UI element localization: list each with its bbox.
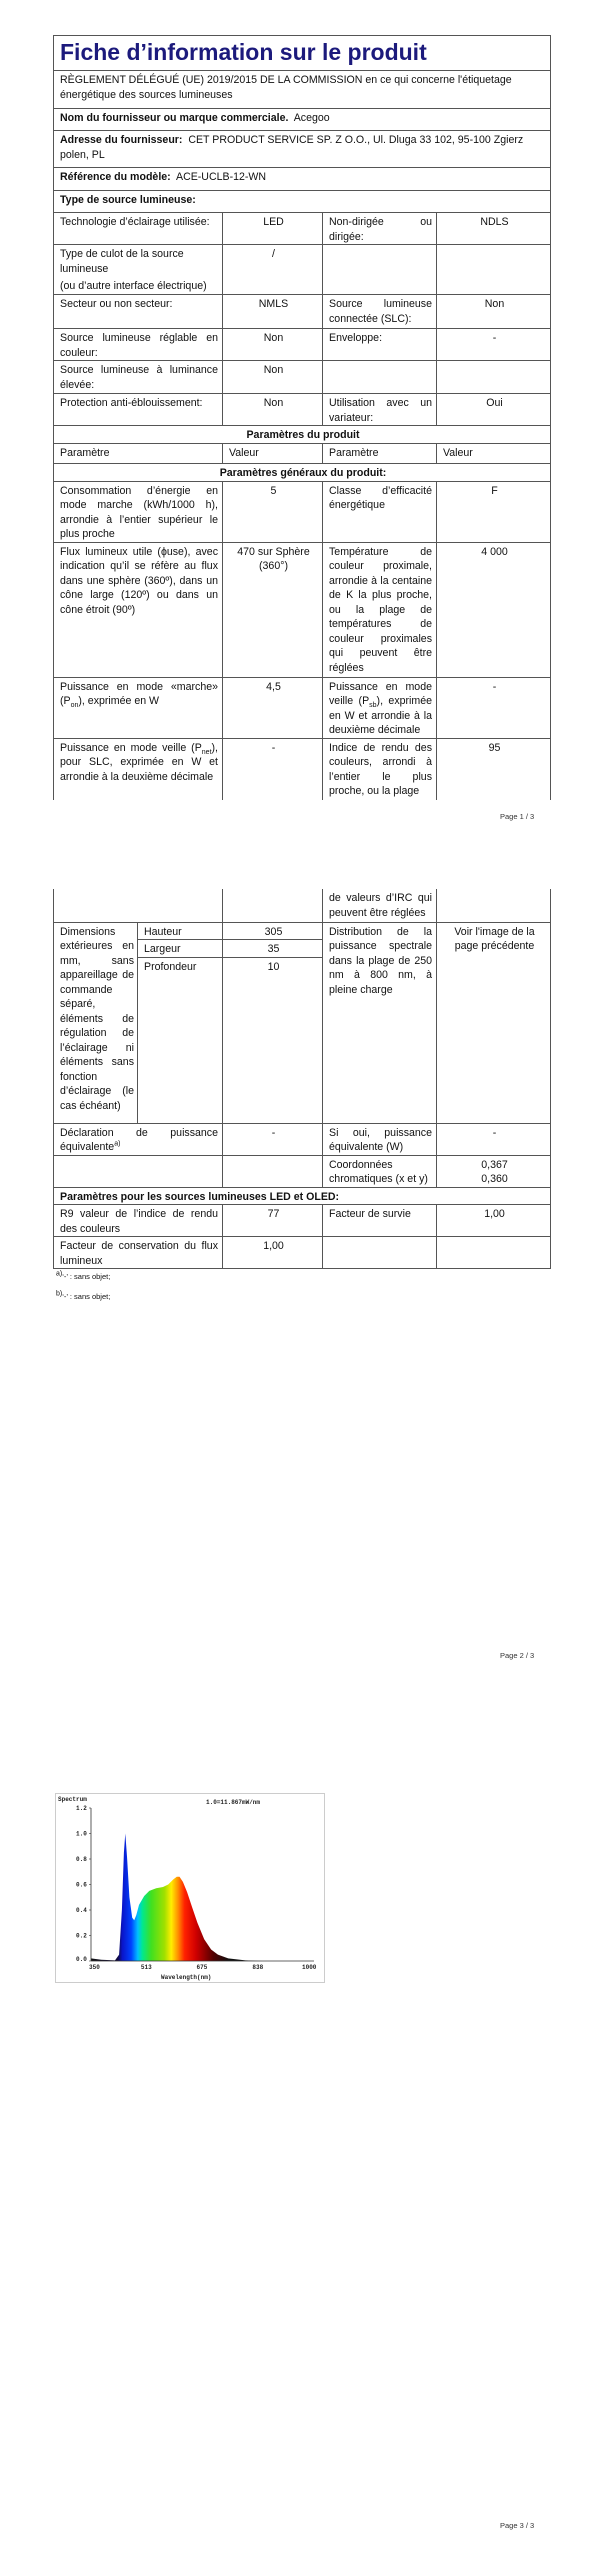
address-row <box>54 131 551 168</box>
model-value: ACE-UCLB-12-WN <box>176 171 267 183</box>
param-label <box>54 738 223 800</box>
param-value: Oui <box>437 394 551 426</box>
general-params-heading: Paramètres généraux du produit: <box>54 464 551 482</box>
table-row <box>54 213 551 245</box>
param-label <box>54 245 223 295</box>
param-value: - <box>223 1123 323 1155</box>
param-label: Facteur de conservation du flux lumineux <box>54 1237 223 1269</box>
table-row <box>54 394 551 426</box>
x-tick-label: 513 <box>140 1964 152 1971</box>
param-value: 4 000 <box>437 542 551 677</box>
column-header-param: Paramètre <box>54 444 223 464</box>
param-label: de valeurs d’IRC qui peuvent être réglées <box>323 889 437 922</box>
page-number: Page 3 / 3 <box>500 2521 535 2530</box>
chroma-x: 0,367 <box>481 1158 508 1171</box>
param-value: 1,00 <box>437 1205 551 1237</box>
param-label: Protection anti-éblouissement: <box>54 394 223 426</box>
param-label: Secteur ou non secteur: <box>54 295 223 329</box>
x-tick-label: 838 <box>252 1964 264 1971</box>
param-label <box>323 245 437 295</box>
param-label: Flux lumineux utile (ϕuse), avec indication qu’il se réfère au flux dans une sphère (360º), dans un cône large (120º) ou dans un cône étroit (90º) <box>54 542 223 677</box>
param-value: Non <box>437 295 551 329</box>
param-value: F <box>437 481 551 542</box>
label-text: ), exprimée en W <box>78 695 160 707</box>
param-label: Consommation d’énergie en mode marche (kWh/1000 h), arrondie à l’entier supérieur le plus proche <box>54 481 223 542</box>
label-subscript: on <box>70 702 79 710</box>
y-tick-label: 0.4 <box>76 1907 87 1914</box>
table-row <box>54 1205 551 1237</box>
param-label: Classe d’efficacité énergétique <box>323 481 437 542</box>
y-tick-label: 1.0 <box>76 1830 87 1838</box>
dimensions-label: Dimensions extérieures en mm, sans appareillage de commande séparé, éléments de régulation de l’éclairage ni éléments sans fonction d’éclairage (le cas échéant) <box>54 922 138 1123</box>
param-label: Distribution de la puissance spectrale dans la plage de 250 nm à 800 nm, à pleine charge <box>323 922 437 1123</box>
cap-type-label: Type de culot de la source lumineuse <box>60 248 184 275</box>
param-value: Non <box>223 329 323 361</box>
y-tick-label: 0.0 <box>76 1956 87 1963</box>
dimension-label: Hauteur <box>138 922 223 940</box>
param-label: Température de couleur proximale, arrondie à la centaine de K la plus proche, ou la plage de températures de couleur proximales qui peuvent être réglées <box>323 542 437 677</box>
table-row <box>54 245 551 295</box>
y-tick-label: 0.8 <box>76 1856 87 1863</box>
param-value: Voir l'image de la page précédente <box>437 922 551 1123</box>
param-label <box>54 677 223 738</box>
footnote-b <box>56 1292 110 1302</box>
column-header-value: Valeur <box>223 444 323 464</box>
table-row <box>54 295 551 329</box>
dimension-value: 10 <box>223 957 323 1123</box>
address-label: Adresse du fournisseur: <box>60 134 183 146</box>
param-label: Non-dirigée ou dirigée: <box>323 213 437 245</box>
param-value <box>437 1155 551 1187</box>
page-number: Page 2 / 3 <box>500 1651 535 1660</box>
label-subscript: sb <box>369 702 377 710</box>
product-params-heading: Paramètres du produit <box>54 426 551 444</box>
label-subscript: net <box>201 748 212 756</box>
table-row <box>54 542 551 677</box>
dimension-value: 305 <box>223 922 323 940</box>
product-info-table-part-2 <box>53 889 551 1269</box>
footnote-mark: a) <box>56 1270 63 1278</box>
param-value: - <box>437 1123 551 1155</box>
type-heading: Type de source lumineuse: <box>54 191 551 213</box>
param-value: - <box>223 738 323 800</box>
param-value: / <box>223 245 323 295</box>
x-tick-label: 350 <box>89 1964 100 1971</box>
page-1 <box>0 0 603 830</box>
spectrum-chart <box>55 1793 325 1983</box>
param-label: Source lumineuse réglable en couleur: <box>54 329 223 361</box>
param-value: Non <box>223 394 323 426</box>
model-label: Référence du modèle: <box>60 171 171 183</box>
table-row <box>54 361 551 394</box>
label-text: ), pour SLC, exprimée en W et arrondie à la deuxième décimale <box>60 741 218 783</box>
table-row <box>54 677 551 738</box>
y-tick-label: 0.2 <box>76 1932 87 1940</box>
table-row <box>54 481 551 542</box>
param-label: Source lumineuse connectée (SLC): <box>323 295 437 329</box>
column-header-value: Valeur <box>437 444 551 464</box>
chroma-y: 0,360 <box>481 1173 508 1185</box>
param-value: NDLS <box>437 213 551 245</box>
cap-type-note: (ou d’autre interface électrique) <box>60 280 207 292</box>
address-value: CET PRODUCT SERVICE SP. Z O.O., Ul. Dluga 33 102, 95-100 Zgierz polen, PL <box>60 134 524 161</box>
param-value <box>437 245 551 295</box>
param-value: NMLS <box>223 295 323 329</box>
product-info-table-part-1 <box>53 35 551 800</box>
chart-title: Spectrum <box>58 1796 87 1803</box>
label-text: ), exprimée en W et arrondie à la deuxième décimale <box>329 695 432 736</box>
param-label: Si oui, puissance équivalente (W) <box>323 1123 437 1155</box>
param-value: 4,5 <box>223 677 323 738</box>
param-value: 1,00 <box>223 1237 323 1269</box>
x-axis-label: Wavelength(nm) <box>161 1974 212 1981</box>
supplier-row <box>54 109 551 131</box>
supplier-value: Acegoo <box>293 112 330 124</box>
param-label: Indice de rendu des couleurs, arrondi à l’entier le plus proche, ou la plage <box>323 738 437 800</box>
y-tick-label: 1.2 <box>76 1805 87 1812</box>
param-value: - <box>437 677 551 738</box>
chart-annotation: 1.0=11.867mW/nm <box>206 1799 261 1806</box>
supplier-label: Nom du fournisseur ou marque commerciale. <box>60 112 289 124</box>
param-value: - <box>437 329 551 361</box>
footnote-a <box>56 1272 110 1282</box>
param-label: Utilisation avec un variateur: <box>323 394 437 426</box>
footnote-ref: a) <box>114 1140 121 1148</box>
label-text: Puissance en mode veille (P <box>60 741 202 754</box>
dimension-value: 35 <box>223 940 323 958</box>
param-value <box>437 361 551 394</box>
param-label: Source lumineuse à luminance élevée: <box>54 361 223 394</box>
param-label: Technologie d’éclairage utilisée: <box>54 213 223 245</box>
param-value: 77 <box>223 1205 323 1237</box>
param-label: Coordonnées chromatiques (x et y) <box>323 1155 437 1187</box>
model-row <box>54 168 551 191</box>
column-header-row <box>54 444 551 464</box>
label-text: Puissance en mode veille (P <box>329 680 432 707</box>
param-label: Facteur de survie <box>323 1205 437 1237</box>
label-text: Puissance en mode «marche» (P <box>60 680 218 707</box>
param-label: R9 valeur de l’indice de rendu des couleurs <box>54 1205 223 1237</box>
table-row <box>54 1237 551 1269</box>
param-value: Non <box>223 361 323 394</box>
footnote-mark: b) <box>56 1290 63 1298</box>
param-value: LED <box>223 213 323 245</box>
table-row <box>54 1123 551 1155</box>
param-label <box>323 361 437 394</box>
x-tick-label: 675 <box>196 1964 208 1971</box>
footnote-text: ‘-’ : sans objet; <box>62 1292 111 1301</box>
dimension-label: Profondeur <box>138 957 223 1123</box>
table-row <box>54 889 551 922</box>
led-params-heading: Paramètres pour les sources lumineuses LED et OLED: <box>54 1187 551 1205</box>
column-header-param: Paramètre <box>323 444 437 464</box>
table-row <box>54 1155 551 1187</box>
page-title: Fiche d’information sur le produit <box>54 36 551 71</box>
param-value: 470 sur Sphère (360°) <box>223 542 323 677</box>
page-number: Page 1 / 3 <box>500 812 535 821</box>
param-label <box>323 677 437 738</box>
table-row <box>54 922 551 940</box>
dimension-label: Largeur <box>138 940 223 958</box>
table-row <box>54 329 551 361</box>
y-tick-label: 0.6 <box>76 1881 87 1889</box>
x-tick-label: 1000 <box>302 1964 317 1971</box>
param-value: 5 <box>223 481 323 542</box>
spectrum-area <box>91 1834 314 1962</box>
param-label: Enveloppe: <box>323 329 437 361</box>
footnote-text: ‘-’ : sans objet; <box>62 1272 111 1281</box>
table-row <box>54 738 551 800</box>
label-text: Déclaration de puissance équivalente <box>60 1126 218 1153</box>
param-value: 95 <box>437 738 551 800</box>
param-label <box>54 1123 223 1155</box>
regulation-text: RÈGLEMENT DÉLÉGUÉ (UE) 2019/2015 DE LA COMMISSION en ce qui concerne l'étiquetage énergétique des sources lumineuses <box>54 71 551 109</box>
